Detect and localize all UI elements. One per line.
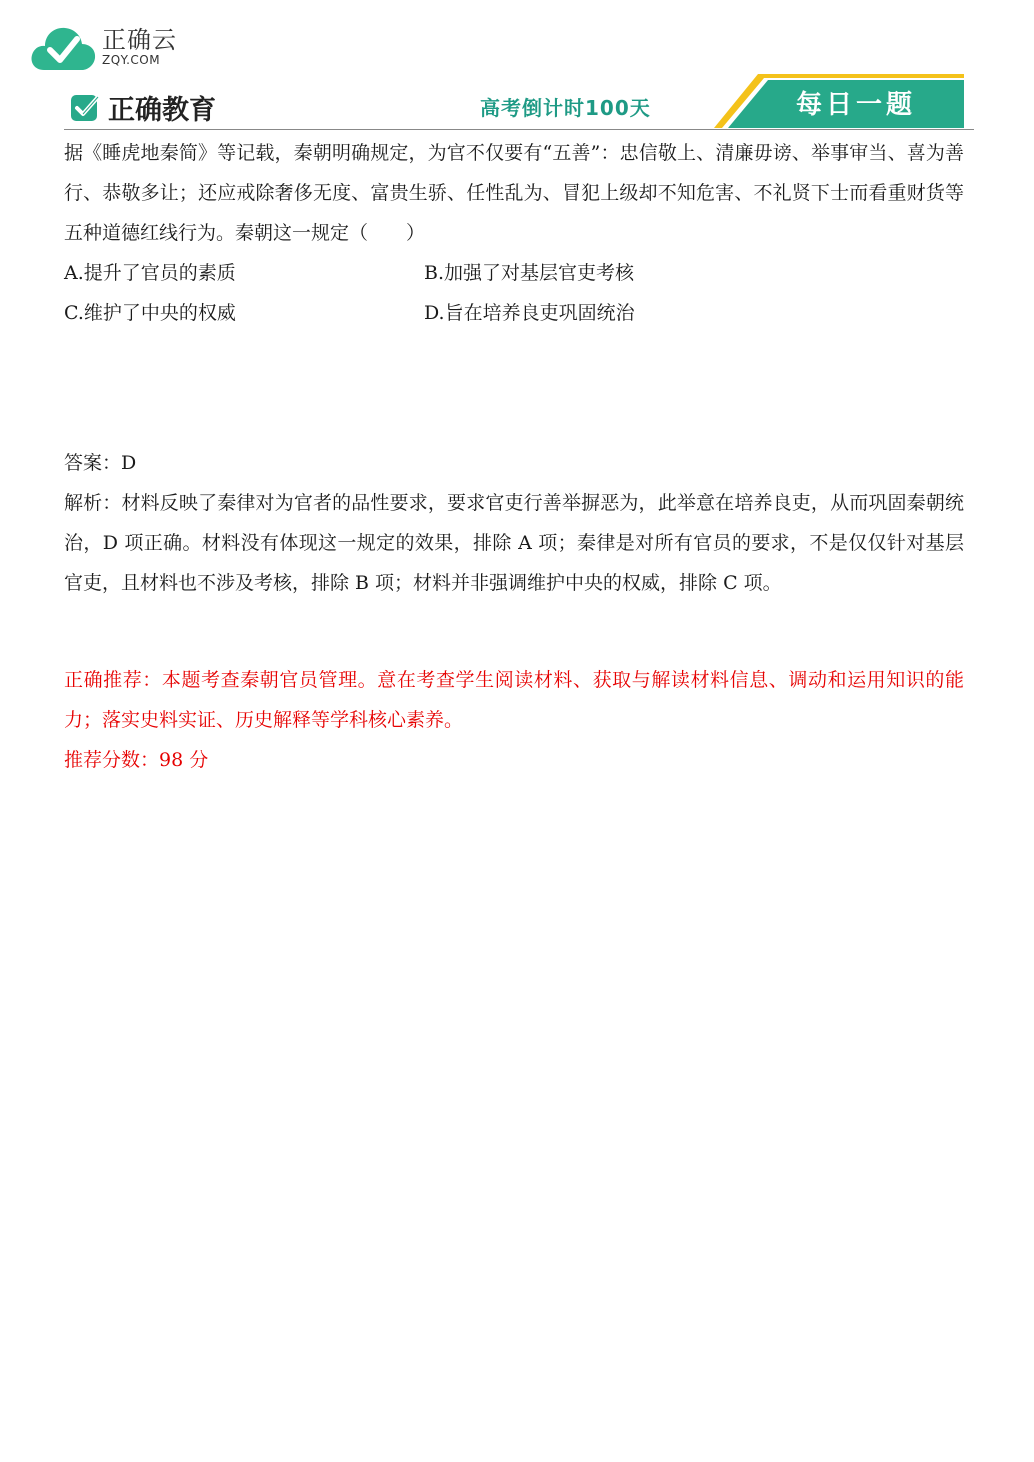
recommendation-text: 正确推荐：本题考查秦朝官员管理。意在考查学生阅读材料、获取与解读材料信息、调动和运用知识的能力；落实史料实证、历史解释等学科核心素养。	[64, 669, 964, 731]
recommendation-section	[64, 660, 964, 780]
option-d: D.旨在培养良吏巩固统治	[424, 302, 635, 324]
recommendation-score: 推荐分数：98 分	[64, 749, 209, 771]
daily-question-label: 每日一题	[795, 90, 916, 120]
question-stem: 据《睡虎地秦简》等记载，秦朝明确规定，为官不仅要有“五善”：忠信敬上、清廉毋谤、举事审当、喜为善行、恭敬多让；还应戒除奢侈无度、富贵生骄、任性乱为、冒犯上级却不知危害、不礼贤下士而看重财货等五种道德红线行为。秦朝这一规定（ ）	[64, 142, 964, 244]
logo-name-cn: 正确云	[102, 26, 177, 54]
answer-label: 答案：D	[64, 452, 137, 474]
header-banner	[64, 74, 974, 130]
brand	[70, 88, 216, 127]
option-c: C.维护了中央的权威	[64, 302, 236, 324]
brand-name: 正确教育	[108, 95, 216, 126]
option-a: A.提升了官员的素质	[64, 262, 236, 284]
site-logo	[30, 22, 177, 72]
cloud-check-icon	[30, 22, 96, 72]
answer-section	[64, 443, 964, 603]
logo-name-en: ZQY.COM	[102, 53, 161, 67]
answer-analysis: 解析：材料反映了秦律对为官者的品性要求，要求官吏行善举摒恶为，此举意在培养良吏，从而巩固秦朝统治，D 项正确。材料没有体现这一规定的效果，排除 A 项；秦律是对所有官员的要求，不是仅仅针对基层官吏，且材料也不涉及考核，排除 B 项；材料并非强调维护中央的权威，排除 C 项。	[64, 492, 964, 594]
header-divider	[64, 129, 974, 130]
options-list	[64, 253, 964, 333]
check-box-icon	[70, 93, 100, 123]
question-content	[64, 133, 964, 780]
option-b: B.加强了对基层官吏考核	[424, 262, 635, 284]
countdown-text: 高考倒计时100天	[480, 96, 651, 120]
